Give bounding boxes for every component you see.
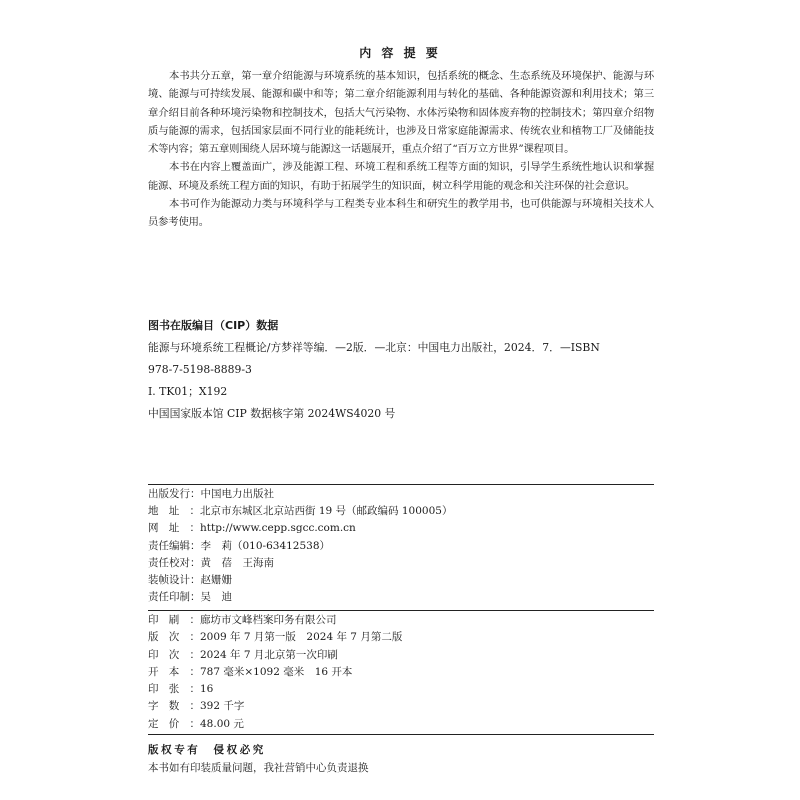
impression-label [148, 647, 200, 664]
website-link[interactable]: http://www.cepp.sgcc.com.cn [200, 522, 356, 535]
label-char: 开 [148, 665, 159, 678]
label-char: 版 [148, 631, 159, 644]
distributor-label: 出版发行： [148, 488, 201, 500]
address-value: 北京市东城区北京站西街 19 号（邮政编码 100005） [200, 505, 453, 518]
label-char: 印 [148, 614, 159, 626]
cip-record-number: 中国国家版本馆 CIP 数据核字第 2024WS4020 号 [148, 407, 396, 420]
summary-paragraph: 本书共分五章，第一章介绍能源与环境系统的基本知识，包括系统的概念、生态系统及环境保护、能源与环境、能源与可持续发展、能源和碳中和等；第二章介绍能源利用与转化的基础、各种能源资源和利用技术；第三章介绍目前各种环境污染物和控制技术，包括大气污染物、水体污染物和固体废弃物的控制技术；第四章介绍物质与能源的需求，包括国家层面不同行业的能耗统计，也涉及日常家庭能源需求、传统农业和植物工厂及储能技术等内容；第五章则围绕人居环境与能源这一话题展开，重点介绍了“百万立方世界”课程项目。 [148, 70, 654, 156]
printer-row [148, 612, 654, 629]
label-char: 刷 [168, 614, 180, 626]
designer-value: 赵姗姗 [200, 573, 232, 586]
cip-isbn: 978-7-5198-8889-3 [148, 363, 252, 376]
format-row [148, 664, 654, 681]
editor-value: 李 莉（010-63412538） [200, 539, 331, 552]
label-char: ： [189, 648, 200, 661]
sheets-row [148, 681, 654, 698]
printing-manager-label: 责任印制： [148, 591, 201, 604]
printer-value: 廊坊市文峰档案印务有限公司 [200, 614, 337, 626]
label-char: 印 [148, 683, 159, 696]
label-char: 址 [168, 505, 180, 518]
label-char: 印 [148, 648, 159, 661]
words-row [148, 698, 654, 715]
cip-classification: Ⅰ. TK01；X192 [148, 385, 228, 398]
website-label [148, 520, 200, 537]
label-char: 本 [168, 665, 180, 678]
label-char: ： [189, 614, 200, 626]
printing-manager-value: 吴 迪 [200, 591, 232, 604]
summary-paragraph: 本书在内容上覆盖面广，涉及能源工程、环境工程和系统工程等方面的知识，引导学生系统性地认识和掌握能源、环境及系统工程方面的知识，有助于拓展学生的知识面，树立科学用能的观念和关注环保的社会意识。 [148, 161, 654, 192]
copyright-block [148, 741, 654, 777]
cip-title: 图书在版编目（CIP）数据 [148, 319, 279, 332]
printer-label [148, 612, 200, 629]
label-char: 字 [148, 700, 159, 713]
label-char: ： [189, 505, 200, 518]
proofreader-label: 责任校对： [148, 556, 201, 569]
edition-value: 2009 年 7 月第一版 2024 年 7 月第二版 [200, 631, 403, 644]
words-label [148, 698, 200, 715]
label-char: ： [189, 683, 200, 696]
label-char: 定 [148, 717, 159, 730]
format-value: 787 毫米×1092 毫米 16 开本 [200, 665, 353, 678]
label-char: 地 [148, 505, 159, 518]
website-row [148, 520, 654, 537]
sheets-label [148, 681, 200, 698]
price-label [148, 716, 200, 733]
copyright-note: 本书如有印装质量问题，我社营销中心负责退换 [148, 762, 369, 774]
copyright-title: 版权专有 侵权必究 [148, 744, 266, 756]
sheets-value: 16 [200, 683, 214, 696]
designer-label: 装帧设计： [148, 573, 201, 586]
publisher-info [148, 486, 654, 606]
distributor-value: 中国电力出版社 [200, 488, 274, 500]
label-char: 价 [168, 717, 180, 730]
impression-row [148, 647, 654, 664]
edition-label [148, 629, 200, 646]
designer-row [148, 572, 654, 589]
distributor-row [148, 486, 654, 503]
summary-title: 内 容 提 要 [359, 46, 441, 60]
divider [148, 734, 654, 735]
label-char: ： [189, 665, 200, 678]
impression-value: 2024 年 7 月北京第一次印刷 [200, 648, 338, 661]
words-value: 392 千字 [200, 700, 245, 713]
printing-manager-row [148, 589, 654, 606]
divider [148, 484, 654, 485]
address-row [148, 503, 654, 520]
format-label [148, 664, 200, 681]
address-label [148, 503, 200, 520]
label-char: 次 [168, 648, 180, 661]
label-char: 网 [148, 522, 159, 535]
price-value: 48.00 元 [200, 717, 244, 730]
label-char: 址 [168, 522, 180, 535]
cip-bibliographic-line: 能源与环境系统工程概论/方梦祥等编．—2版．—北京：中国电力出版社，2024．7．—ISBN [148, 341, 600, 354]
divider [148, 610, 654, 611]
cip-block [148, 318, 654, 428]
label-char: ： [189, 522, 200, 535]
label-char: ： [189, 631, 200, 644]
printing-info [148, 612, 654, 733]
edition-row [148, 629, 654, 646]
proofreader-row [148, 555, 654, 572]
price-row [148, 716, 654, 733]
label-char: ： [189, 717, 200, 730]
editor-row [148, 538, 654, 555]
label-char: 数 [168, 700, 180, 713]
summary-paragraph: 本书可作为能源动力类与环境科学与工程类专业本科生和研究生的教学用书，也可供能源与环境相关技术人员参考使用。 [148, 198, 654, 229]
label-char: 张 [168, 683, 180, 696]
editor-label: 责任编辑： [148, 539, 201, 552]
label-char: 次 [168, 631, 180, 644]
label-char: ： [189, 700, 200, 713]
summary-text [148, 67, 654, 232]
proofreader-value: 黄 蓓 王海南 [200, 556, 274, 569]
